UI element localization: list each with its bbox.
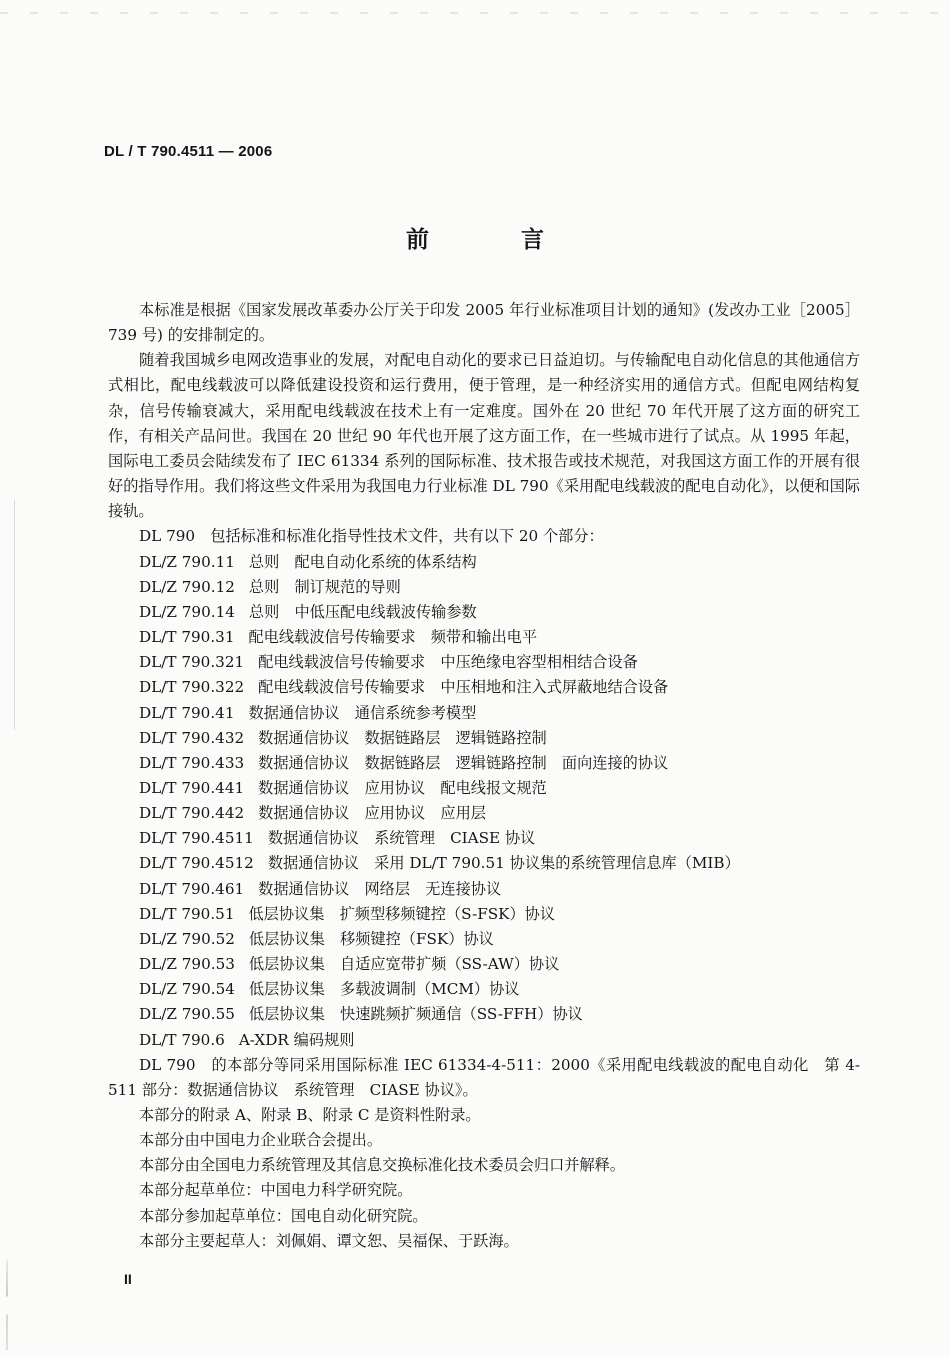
part-code: DL/T 790.4511 — [139, 829, 254, 848]
part-item — [108, 977, 860, 1002]
part-code: DL/T 790.41 — [139, 703, 235, 722]
closing-line-participating-unit: 本部分参加起草单位：国电自动化研究院。 — [139, 1206, 428, 1225]
part-item — [108, 801, 860, 826]
part-code: DL/T 790.441 — [139, 778, 245, 797]
part-title: 数据通信协议 采用 DL/T 790.51 协议集的系统管理信息库（MIB） — [267, 854, 740, 873]
part-item — [108, 776, 860, 801]
part-code: DL/Z 790.52 — [139, 929, 235, 948]
part-title: 低层协议集 移频键控（FSK）协议 — [248, 929, 494, 948]
part-item — [108, 625, 860, 650]
page-title: 前 言 — [405, 227, 586, 253]
part-title: 低层协议集 自适应宽带扩频（SS-AW）协议 — [248, 955, 560, 974]
part-code: DL/T 790.31 — [139, 628, 235, 647]
part-item — [108, 851, 860, 876]
part-title: 数据通信协议 数据链路层 逻辑链路控制 面向连接的协议 — [258, 753, 669, 772]
part-item — [108, 600, 860, 625]
part-item — [108, 726, 860, 751]
part-title: 总则 配电自动化系统的体系结构 — [248, 552, 477, 571]
part-item — [108, 751, 860, 776]
part-code: DL/T 790.6 — [139, 1030, 225, 1049]
closing-line-drafters: 本部分主要起草人：刘佩娟、谭文恕、吴福保、于跃海。 — [139, 1231, 519, 1250]
adoption-note: DL 790 的本部分等同采用国际标准 IEC 61334-4-511：2000《采用配电线载波的配电自动化 第 4-511 部分：数据通信协议 系统管理 CIASE 协议》。 — [108, 1055, 860, 1099]
closing-line-proposer: 本部分由中国电力企业联合会提出。 — [139, 1131, 382, 1150]
part-item — [108, 952, 860, 977]
scan-artifact-margin — [14, 500, 15, 730]
part-item — [108, 650, 860, 675]
closing-line-drafting-unit: 本部分起草单位：中国电力科学研究院。 — [139, 1181, 413, 1200]
paragraph-basis: 本标准是根据《国家发展改革委办公厅关于印发 2005 年行业标准项目计划的通知》(发改办工业［2005］739 号) 的安排制定的。 — [108, 301, 860, 345]
part-title: 配电线载波信号传输要求 频带和输出电平 — [248, 628, 538, 647]
part-code: DL/T 790.461 — [139, 879, 245, 898]
parts-intro: DL 790 包括标准和标准化指导性技术文件，共有以下 20 个部分： — [139, 527, 604, 546]
parts-list — [108, 550, 860, 1053]
part-title: A-XDR 编码规则 — [238, 1030, 355, 1049]
part-item — [108, 1002, 860, 1027]
part-title: 数据通信协议 应用协议 应用层 — [258, 804, 486, 823]
part-code: DL/T 790.321 — [139, 653, 245, 672]
part-title: 数据通信协议 数据链路层 逻辑链路控制 — [258, 728, 547, 747]
part-code: DL/T 790.4512 — [139, 854, 254, 873]
part-code: DL/Z 790.55 — [139, 1005, 235, 1024]
part-item — [108, 927, 860, 952]
part-code: DL/T 790.432 — [139, 728, 245, 747]
part-item — [108, 701, 860, 726]
part-title: 低层协议集 多载波调制（MCM）协议 — [248, 980, 520, 999]
part-code: DL/T 790.51 — [139, 904, 235, 923]
part-code: DL/Z 790.11 — [139, 552, 235, 571]
part-item — [108, 826, 860, 851]
closing-line-committee: 本部分由全国电力系统管理及其信息交换标准化技术委员会归口并解释。 — [139, 1156, 625, 1175]
part-title: 低层协议集 扩频型移频键控（S-FSK）协议 — [248, 904, 556, 923]
paragraph-background: 随着我国城乡电网改造事业的发展，对配电自动化的要求已日益迫切。与传输配电自动化信息的其他通信方式相比，配电线载波可以降低建设投资和运行费用，便于管理，是一种经济实用的通信方式。但配电网结构复杂，信号传输衰减大，采用配电线载波在技术上有一定难度。国外在 20 世纪 70 年代开展了这方面的研究工作，有相关产品问世。我国在 20 世纪 90 年代也开展了这方面工作，在一些城市进行了试点。从 1995 年起，国际电工委员会陆续发布了 IEC 61334 系列的国际标准、技术报告或技术规范，对我国这方面工作的开展有很好的指导作用。我们将这些文件采用为我国电力行业标准 DL 790《采用配电线载波的配电自动化》，以便和国际接轨。 — [108, 351, 860, 521]
part-title: 数据通信协议 系统管理 CIASE 协议 — [267, 829, 536, 848]
standard-code-header: DL / T 790.4511 — 2006 — [104, 143, 273, 160]
part-title: 低层协议集 快速跳频扩频通信（SS-FFH）协议 — [248, 1005, 583, 1024]
part-code: DL/Z 790.53 — [139, 955, 235, 974]
part-item — [108, 550, 860, 575]
part-item — [108, 675, 860, 700]
part-item — [108, 1028, 860, 1053]
part-item — [108, 902, 860, 927]
part-item — [108, 575, 860, 600]
part-item — [108, 877, 860, 902]
document-body — [108, 298, 860, 1254]
part-code: DL/T 790.322 — [139, 678, 245, 697]
closing-line-annex: 本部分的附录 A、附录 B、附录 C 是资料性附录。 — [139, 1106, 481, 1124]
part-code: DL/Z 790.12 — [139, 577, 235, 596]
part-title: 总则 制订规范的导则 — [248, 577, 401, 596]
part-title: 数据通信协议 应用协议 配电线报文规范 — [258, 778, 547, 797]
part-title: 配电线载波信号传输要求 中压相地和注入式屏蔽地结合设备 — [258, 678, 669, 697]
part-title: 配电线载波信号传输要求 中压绝缘电容型相相结合设备 — [258, 653, 638, 672]
part-title: 总则 中低压配电线载波传输参数 — [248, 602, 477, 621]
part-code: DL/T 790.433 — [139, 753, 245, 772]
part-code: DL/T 790.442 — [139, 804, 245, 823]
part-code: DL/Z 790.54 — [139, 980, 235, 999]
scan-artifact-top — [0, 12, 950, 14]
part-title: 数据通信协议 通信系统参考模型 — [248, 703, 477, 722]
scan-artifact-left — [6, 1260, 8, 1350]
page-number: II — [124, 1271, 132, 1287]
part-title: 数据通信协议 网络层 无连接协议 — [258, 879, 502, 898]
part-code: DL/Z 790.14 — [139, 602, 235, 621]
